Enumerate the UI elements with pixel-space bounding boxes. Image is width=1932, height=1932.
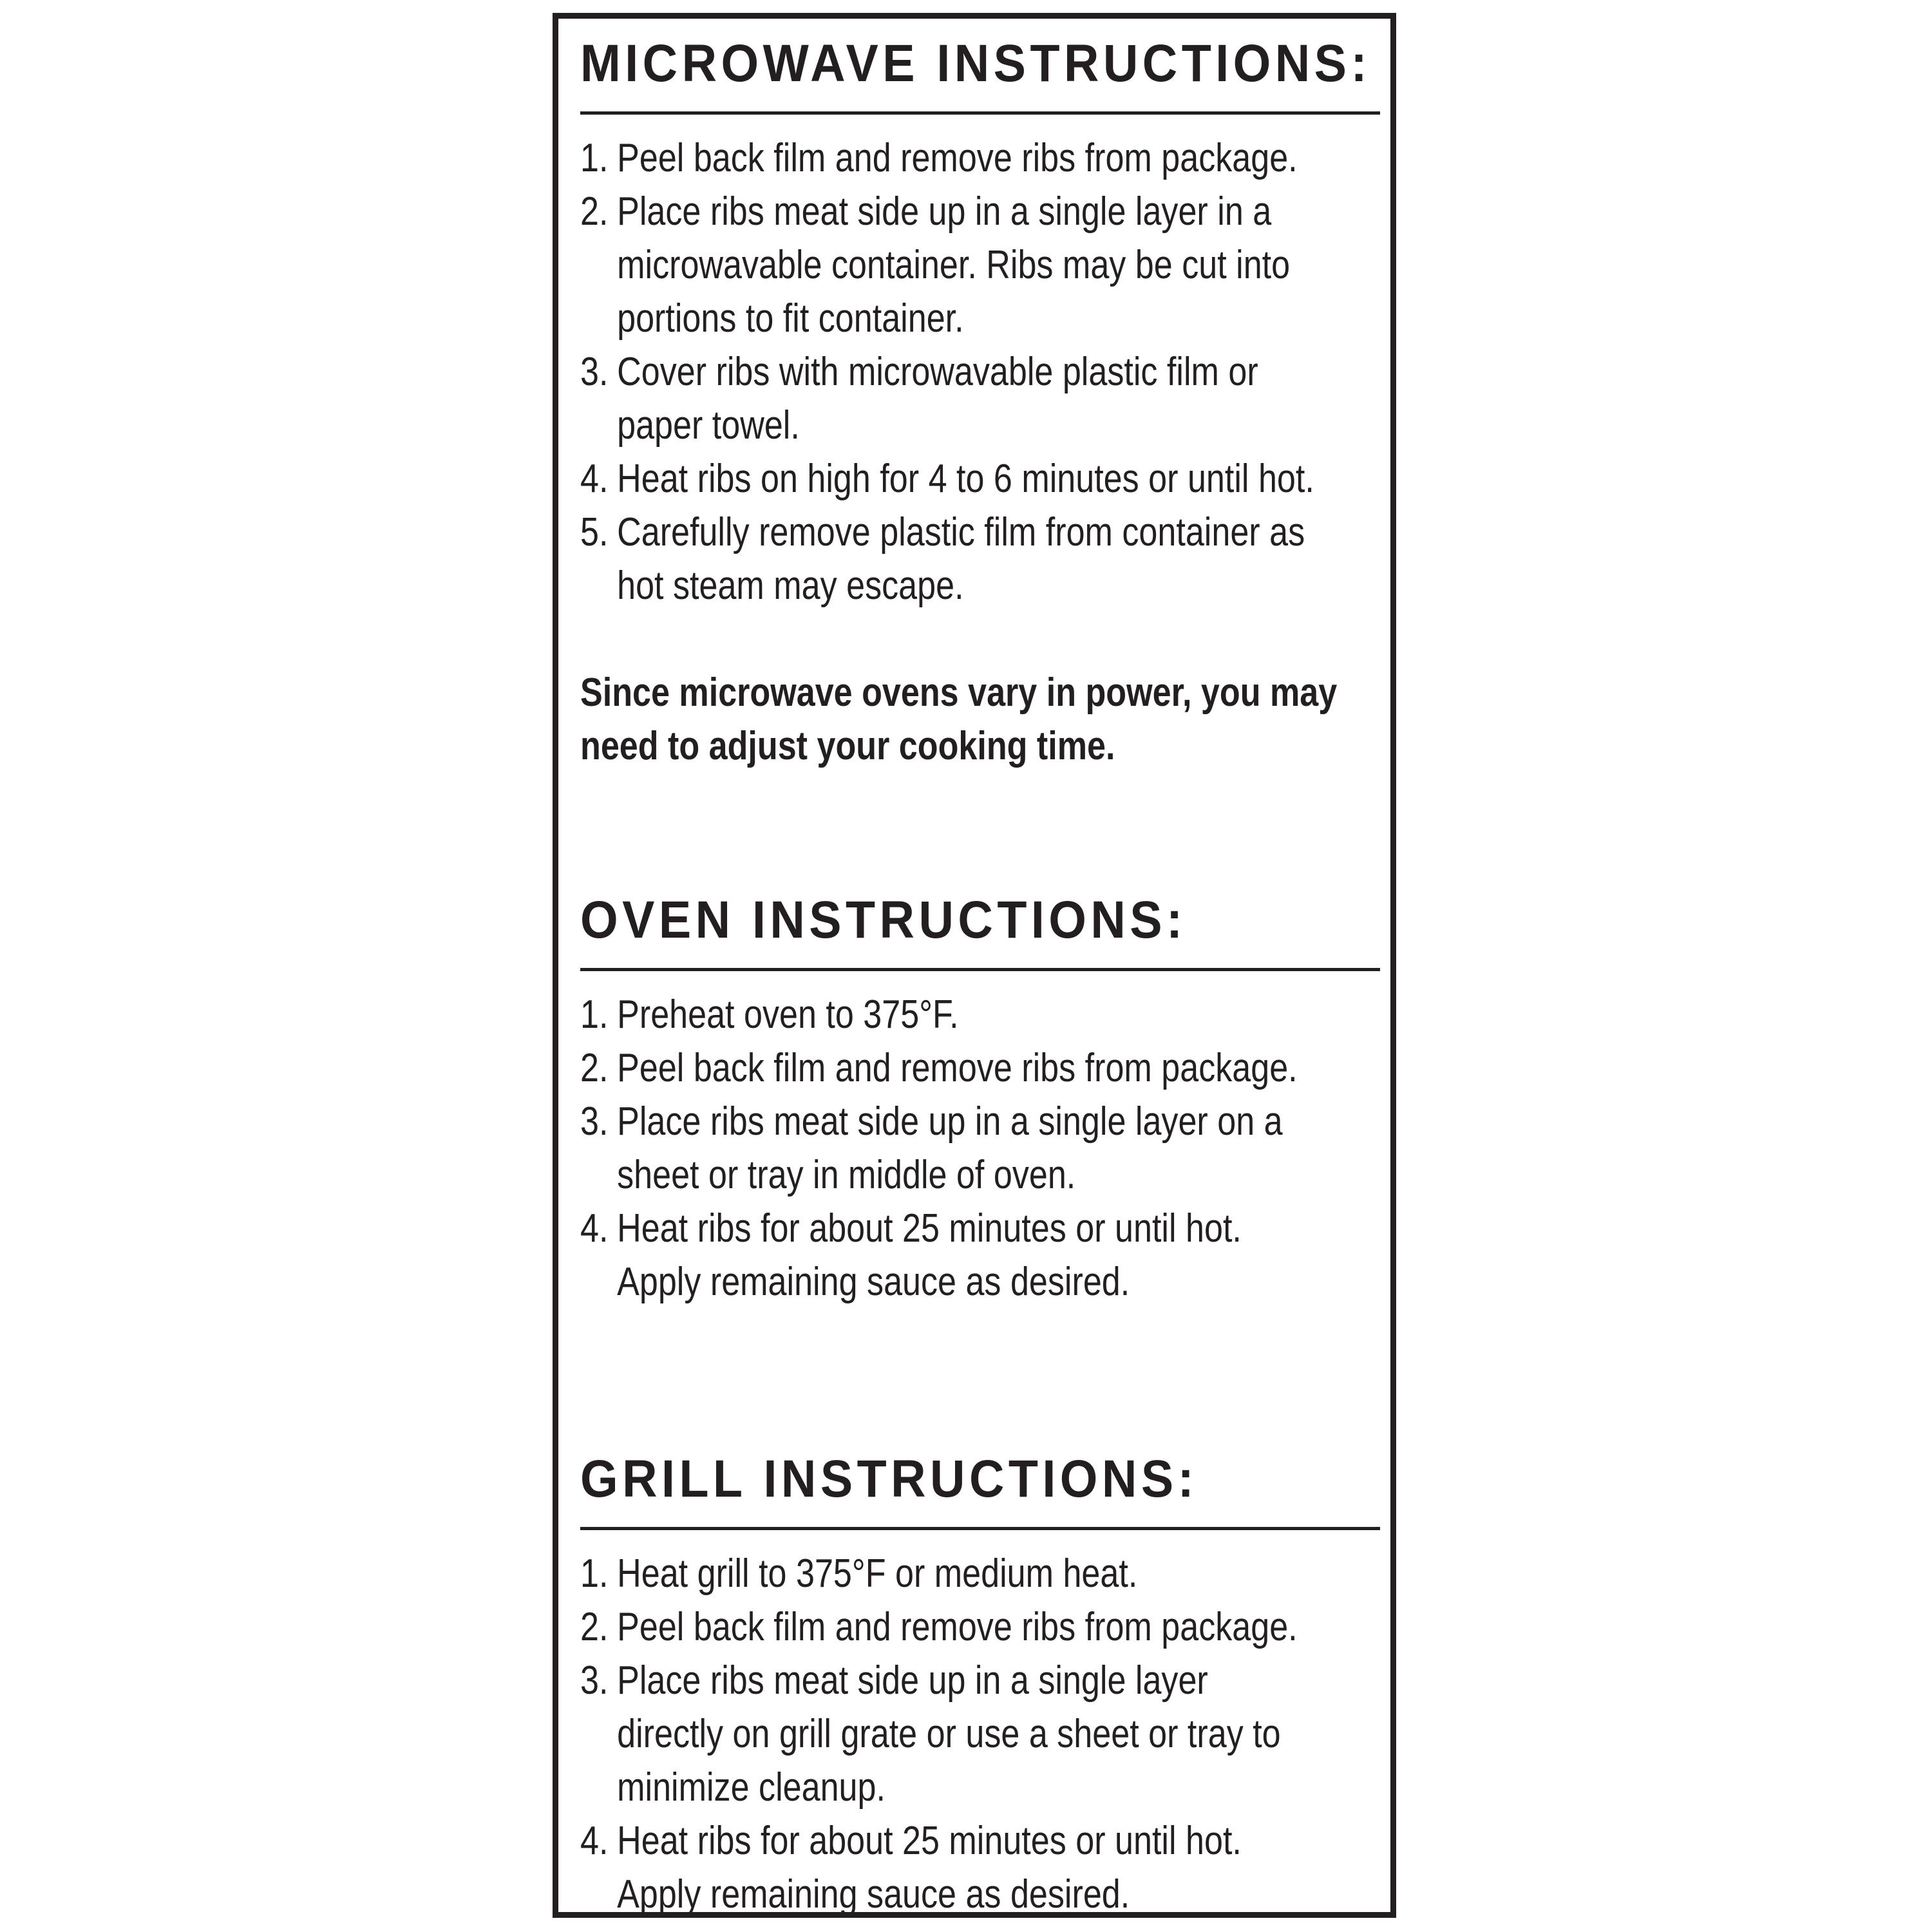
- oven-section: [580, 889, 1380, 1309]
- step-text: Place ribs meat side up in a single layer in a microwavable container. Ribs may be cut into portions to fit container.: [617, 189, 1291, 341]
- step-text: Place ribs meat side up in a single layer on a sheet or tray in middle of oven.: [617, 1099, 1283, 1197]
- microwave-section: [580, 33, 1380, 773]
- microwave-step-2: [580, 185, 1381, 345]
- grill-steps: [580, 1547, 1380, 1921]
- step-text: Heat ribs for about 25 minutes or until hot. Apply remaining sauce as desired.: [617, 1819, 1242, 1917]
- grill-section: [580, 1448, 1380, 1921]
- grill-step-1: [580, 1547, 1381, 1600]
- step-text: Heat ribs on high for 4 to 6 minutes or until hot.: [617, 457, 1314, 501]
- oven-step-2: [580, 1041, 1381, 1095]
- microwave-power-note: Since microwave ovens vary in power, you may need to adjust your cooking time.: [580, 670, 1338, 768]
- microwave-heading: MICROWAVE INSTRUCTIONS:: [580, 34, 1372, 93]
- grill-step-3: [580, 1654, 1381, 1814]
- oven-heading: OVEN INSTRUCTIONS:: [580, 891, 1187, 949]
- step-number: 2.: [580, 189, 609, 234]
- step-number: 3.: [580, 1099, 609, 1144]
- step-number: 4.: [580, 1206, 609, 1251]
- oven-divider: [580, 968, 1380, 971]
- oven-step-3: [580, 1095, 1381, 1202]
- step-number: 5.: [580, 510, 609, 554]
- microwave-step-4: [580, 452, 1381, 506]
- grill-heading: GRILL INSTRUCTIONS:: [580, 1450, 1198, 1508]
- microwave-step-5: [580, 506, 1381, 612]
- step-number: 2.: [580, 1605, 609, 1649]
- step-number: 1.: [580, 136, 609, 180]
- step-text: Peel back film and remove ribs from package.: [617, 136, 1298, 180]
- step-number: 4.: [580, 1819, 609, 1863]
- step-number: 2.: [580, 1046, 609, 1090]
- grill-step-4: [580, 1814, 1381, 1921]
- step-text: Heat ribs for about 25 minutes or until hot. Apply remaining sauce as desired.: [617, 1206, 1242, 1304]
- oven-step-4: [580, 1202, 1381, 1309]
- microwave-divider: [580, 111, 1380, 115]
- step-number: 1.: [580, 992, 609, 1037]
- step-text: Place ribs meat side up in a single layer directly on grill grate or use a sheet or tray to minimize cleanup.: [617, 1658, 1281, 1810]
- step-text: Peel back film and remove ribs from package.: [617, 1046, 1298, 1090]
- step-text: Cover ribs with microwavable plastic film or paper towel.: [617, 350, 1258, 448]
- step-text: Carefully remove plastic film from container as hot steam may escape.: [617, 510, 1305, 608]
- microwave-step-1: [580, 131, 1381, 185]
- step-number: 4.: [580, 457, 609, 501]
- step-number: 3.: [580, 350, 609, 394]
- oven-step-1: [580, 988, 1381, 1041]
- microwave-steps: [580, 131, 1380, 612]
- grill-divider: [580, 1527, 1380, 1530]
- step-number: 1.: [580, 1551, 609, 1596]
- instructions-panel: [553, 13, 1396, 1918]
- step-text: Heat grill to 375°F or medium heat.: [617, 1551, 1138, 1596]
- oven-steps: [580, 988, 1380, 1309]
- microwave-step-3: [580, 345, 1381, 452]
- step-number: 3.: [580, 1658, 609, 1703]
- grill-step-2: [580, 1600, 1381, 1654]
- step-text: Peel back film and remove ribs from package.: [617, 1605, 1298, 1649]
- step-text: Preheat oven to 375°F.: [617, 992, 959, 1037]
